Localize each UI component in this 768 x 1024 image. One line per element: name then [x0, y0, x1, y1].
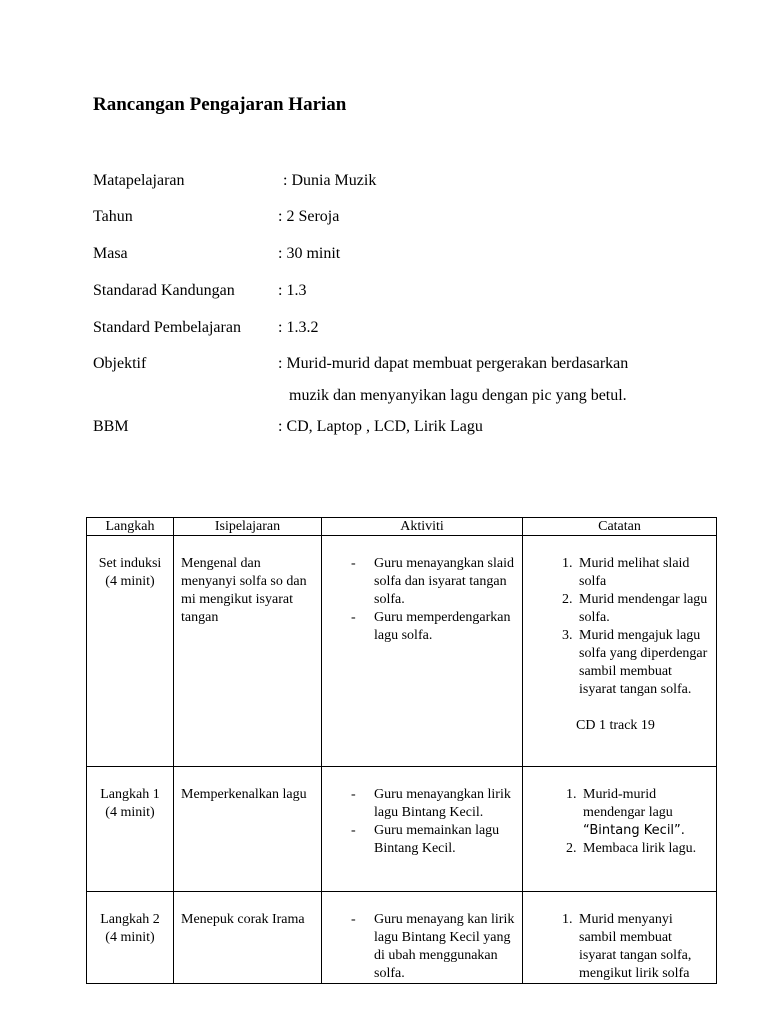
- document-title: Rancangan Pengajaran Harian: [93, 94, 347, 115]
- activity-item: - Guru menayangkan slaid solfa dan isyarat tangan solfa.: [374, 555, 516, 609]
- header-catatan: Catatan: [523, 518, 717, 536]
- song-title-quote: “Bintang Kecil”.: [583, 823, 685, 838]
- objective-line-2: muzik dan menyanyikan lagu dengan pic yang betul.: [289, 387, 627, 404]
- activity-cell: [322, 536, 523, 767]
- activity-list: [328, 786, 516, 858]
- notes-cell: [523, 536, 717, 767]
- bbm-label: BBM: [93, 418, 129, 435]
- year-label: Tahun: [93, 208, 133, 225]
- cd-track-note: CD 1 track 19: [576, 718, 655, 733]
- header-aktiviti: Aktiviti: [322, 518, 523, 536]
- step-name: Langkah 1: [100, 787, 160, 802]
- activity-cell: [322, 892, 523, 984]
- note-item: 1. Murid menyanyi sambil membuat isyarat tangan solfa, mengikut lirik solfa: [576, 911, 710, 983]
- step-cell: [87, 767, 174, 892]
- year-value: : 2 Seroja: [278, 208, 340, 225]
- activity-item: - Guru menayang kan lirik lagu Bintang Kecil yang di ubah menggunakan solfa.: [374, 911, 516, 983]
- note-item: 3. Murid mengajuk lagu solfa yang diperdengar sambil membuat isyarat tangan solfa.: [576, 627, 710, 699]
- time-value: : 30 minit: [278, 245, 341, 262]
- step-name: Langkah 2: [100, 912, 160, 927]
- table-row: [87, 892, 717, 984]
- step-duration: (4 minit): [105, 574, 155, 589]
- activity-list: [328, 911, 516, 983]
- activity-item: - Guru menayangkan lirik lagu Bintang Kecil.: [374, 786, 516, 822]
- step-duration: (4 minit): [105, 930, 155, 945]
- notes-cell: [523, 767, 717, 892]
- notes-list: [529, 911, 710, 983]
- table-header-row: [87, 518, 717, 536]
- note-text: Murid-murid mendengar lagu: [583, 787, 673, 820]
- objective-label: Objektif: [93, 355, 147, 372]
- objective-line-1: : Murid-murid dapat membuat pergerakan berdasarkan: [278, 355, 629, 372]
- header-langkah: Langkah: [87, 518, 174, 536]
- subject-label: Matapelajaran: [93, 172, 185, 189]
- activity-list: [328, 555, 516, 645]
- notes-list: [529, 786, 710, 858]
- content-text: Menepuk corak Irama: [181, 912, 305, 927]
- time-label: Masa: [93, 245, 128, 262]
- table-row: [87, 536, 717, 767]
- lesson-plan-table: [86, 517, 717, 984]
- table-row: [87, 767, 717, 892]
- content-cell: [174, 536, 322, 767]
- content-standard-value: : 1.3: [278, 282, 307, 299]
- content-cell: [174, 767, 322, 892]
- content-cell: [174, 892, 322, 984]
- notes-cell: [523, 892, 717, 984]
- step-duration: (4 minit): [105, 805, 155, 820]
- notes-list: [529, 555, 710, 699]
- activity-item: - Guru memperdengarkan lagu solfa.: [374, 609, 516, 645]
- content-standard-label: Standarad Kandungan: [93, 282, 235, 299]
- step-cell: [87, 536, 174, 767]
- note-item: 2. Membaca lirik lagu.: [580, 840, 710, 858]
- subject-value: : Dunia Muzik: [283, 172, 377, 189]
- step-cell: [87, 892, 174, 984]
- activity-item: - Guru memainkan lagu Bintang Kecil.: [374, 822, 516, 858]
- note-item: 2. Murid mendengar lagu solfa.: [576, 591, 710, 627]
- content-text: Memperkenalkan lagu: [181, 787, 307, 802]
- note-item: 1. Murid melihat slaid solfa: [576, 555, 710, 591]
- learning-standard-label: Standard Pembelajaran: [93, 319, 241, 336]
- bbm-value: : CD, Laptop , LCD, Lirik Lagu: [278, 418, 483, 435]
- note-item: [580, 786, 710, 840]
- header-isipelajaran: Isipelajaran: [174, 518, 322, 536]
- activity-cell: [322, 767, 523, 892]
- step-name: Set induksi: [98, 556, 162, 571]
- content-text: Mengenal dan menyanyi solfa so dan mi mengikut isyarat tangan: [181, 556, 307, 625]
- learning-standard-value: : 1.3.2: [278, 319, 319, 336]
